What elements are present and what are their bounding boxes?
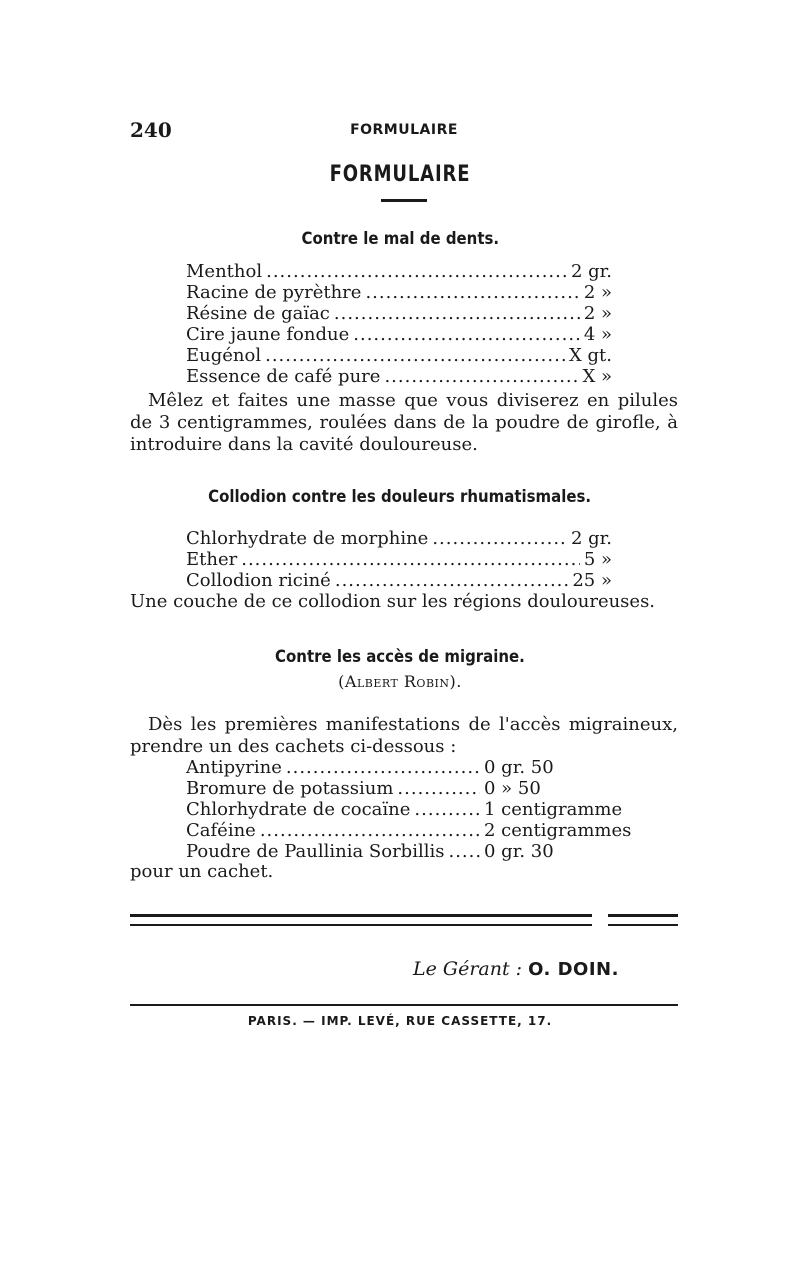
list-item: Caféine ..... 2 centigrammes [186, 820, 624, 841]
author-credit: (Albert Robin). [338, 672, 462, 691]
list-item: Ether ..... 5 » [186, 549, 612, 570]
list-item: Antipyrine ..... 0 gr. 50 [186, 757, 624, 778]
manager-name: O. DOIN. [528, 959, 619, 980]
manager-label: Le Gérant : [413, 958, 523, 980]
running-title: FORMULAIRE [350, 122, 458, 138]
list-item: Chlorhydrate de cocaïne ..... 1 centigramme [186, 799, 624, 820]
instructions-collodion: Une couche de ce collodion sur les régions douloureuses. [130, 591, 656, 612]
section-heading-toothache: Contre le mal de dents. [301, 229, 499, 249]
recipe-list-collodion [186, 528, 612, 591]
page-header [130, 118, 678, 144]
footer-rule [130, 1004, 678, 1006]
recipe-list-migraine [186, 757, 632, 862]
double-rule-right [608, 914, 678, 926]
recipe-list-toothache [186, 261, 612, 387]
list-item: Eugénol ..... X gt. [186, 345, 612, 366]
list-item: Menthol ..... 2 gr. [186, 261, 612, 282]
section-heading-collodion: Collodion contre les douleurs rhumatismales. [208, 487, 592, 507]
page-title: FORMULAIRE [329, 162, 471, 187]
list-item: Chlorhydrate de morphine ..... 2 gr. [186, 528, 612, 549]
list-item: Essence de café pure ..... X » [186, 366, 612, 387]
page-number: 240 [130, 118, 172, 142]
double-rule-left [130, 914, 592, 926]
title-rule [381, 199, 427, 202]
list-item: Poudre de Paullinia Sorbillis ..... 0 gr. 30 [186, 841, 624, 862]
outro-migraine: pour un cachet. [130, 861, 274, 882]
list-item: Bromure de potassium ..... 0 » 50 [186, 778, 624, 799]
instructions-toothache: Mêlez et faites une masse que vous diviserez en pilules de 3 centigrammes, roulées dans de la poudre de girofle, à introduire dans la cavité douloureuse. [130, 390, 678, 455]
list-item: Cire jaune fondue ..... 4 » [186, 324, 612, 345]
list-item: Résine de gaïac ..... 2 » [186, 303, 612, 324]
list-item: Collodion riciné ..... 25 » [186, 570, 612, 591]
printer-imprint: PARIS. — IMP. LEVÉ, RUE CASSETTE, 17. [247, 1014, 553, 1028]
section-heading-migraine: Contre les accès de migraine. [275, 647, 525, 667]
intro-migraine: Dès les premières manifestations de l'accès migraineux, prendre un des cachets ci-dessous : [130, 714, 678, 757]
list-item: Racine de pyrèthre ..... 2 » [186, 282, 612, 303]
